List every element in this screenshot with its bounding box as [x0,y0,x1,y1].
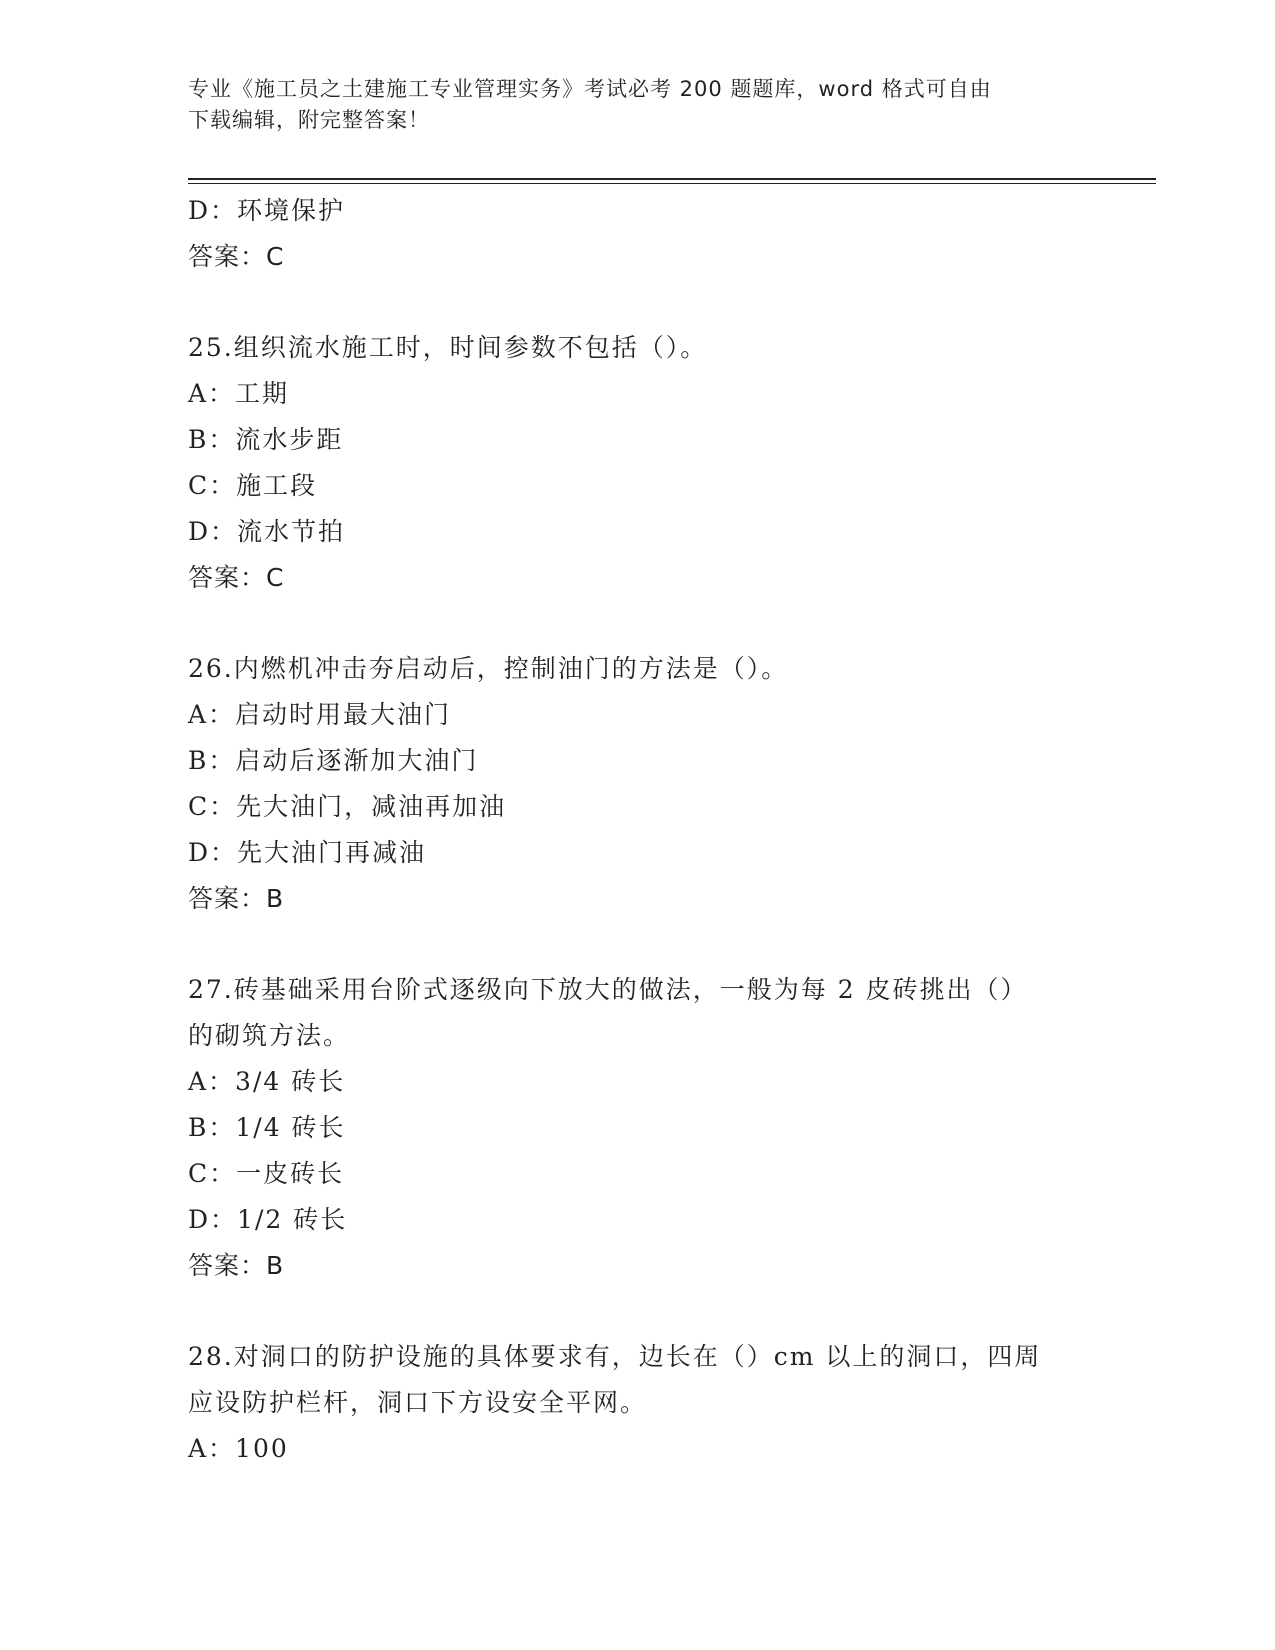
header-rule-thin [188,183,1156,184]
answer: 答案：C [188,563,285,592]
option-a: A：3/4 砖长 [188,1067,346,1096]
question-25 [188,325,1108,601]
question-27 [188,967,1108,1289]
header-line-1: 专业《施工员之土建施工专业管理实务》考试必考 200 题题库，word 格式可自由 [188,77,992,101]
option-c: C：一皮砖长 [188,1159,345,1188]
question-stem-line-1: 27.砖基础采用台阶式逐级向下放大的做法，一般为每 2 皮砖挑出（） [188,975,1028,1004]
option-c: C：先大油门，减油再加油 [188,792,507,821]
option-c: C：施工段 [188,471,318,500]
option-b: B：启动后逐渐加大油门 [188,746,479,775]
option-d: D：流水节拍 [188,517,346,546]
question-stem-line-1: 28.对洞口的防护设施的具体要求有，边长在（）cm 以上的洞口，四周 [188,1342,1042,1371]
question-stem: 26.内燃机冲击夯启动后，控制油门的方法是（）。 [188,654,789,683]
header-line-2: 下载编辑，附完整答案！ [188,108,430,132]
option-d: D：先大油门再减油 [188,838,427,867]
option-a: A：100 [188,1434,289,1463]
page-header [188,74,1068,136]
answer: 答案：B [188,884,285,913]
question-28 [188,1334,1108,1472]
header-rule-thick [188,178,1156,180]
question-stem: 25.组织流水施工时，时间参数不包括（）。 [188,333,708,362]
question-stem-line-2: 应设防护栏杆，洞口下方设安全平网。 [188,1388,648,1417]
carry-over-option-d: D：环境保护 [188,196,346,225]
question-26 [188,646,1108,922]
option-a: A：工期 [188,379,290,408]
option-b: B：1/4 砖长 [188,1113,346,1142]
question-stem-line-2: 的砌筑方法。 [188,1021,351,1050]
option-a: A：启动时用最大油门 [188,700,452,729]
answer: 答案：B [188,1251,285,1280]
option-b: B：流水步距 [188,425,344,454]
option-d: D：1/2 砖长 [188,1205,348,1234]
question-list [188,188,1108,1472]
carry-over-answer: 答案：C [188,242,285,271]
